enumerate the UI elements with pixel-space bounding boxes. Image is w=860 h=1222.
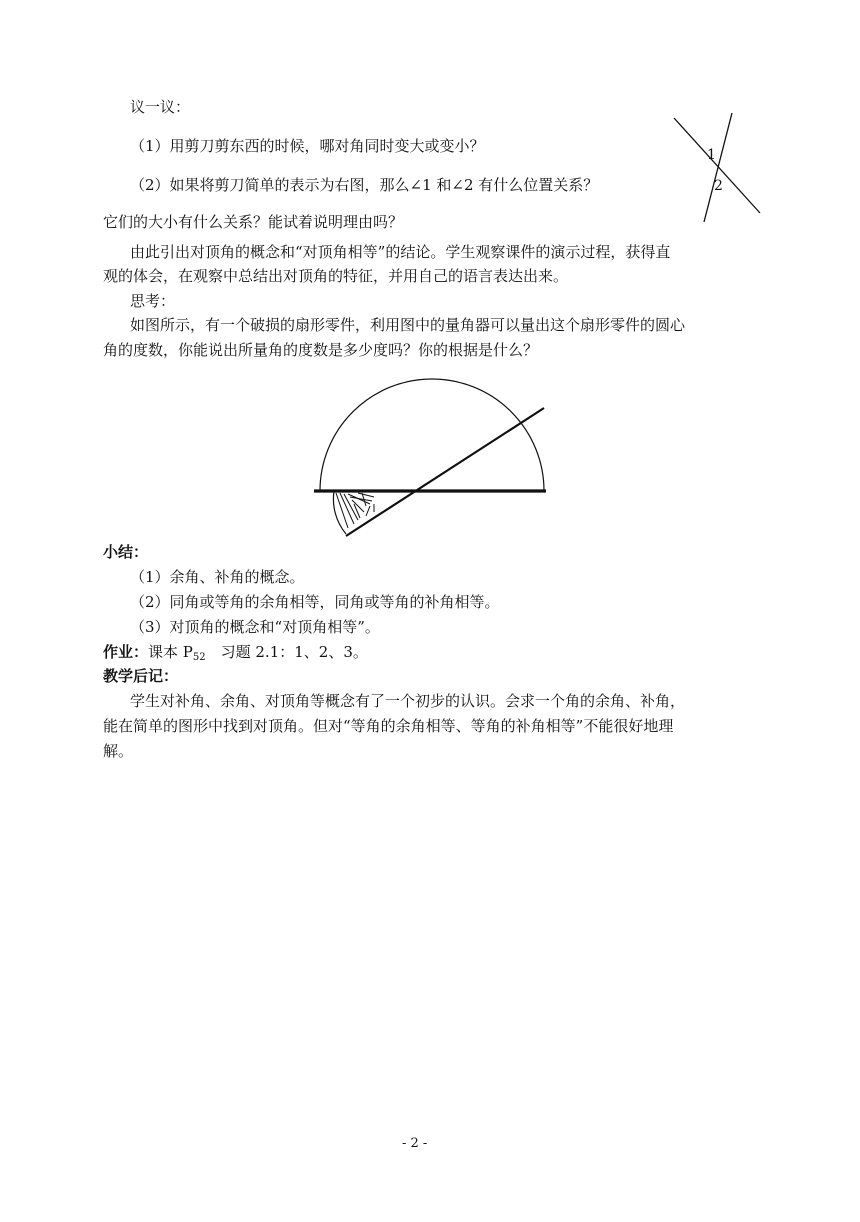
summary-item-3: （3）对顶角的概念和“对顶角相等”。 [130, 618, 380, 636]
discuss-question-1: （1）用剪刀剪东西的时候，哪对角同时变大或变小？ [130, 137, 485, 155]
reflection-line-3: 解。 [103, 742, 134, 760]
protractor-sector-figure [300, 360, 560, 545]
summary-item-2: （2）同角或等角的余角相等，同角或等角的补角相等。 [130, 593, 500, 611]
conclusion-line-1: 由此引出对顶角的概念和“对顶角相等”的结论。学生观察课件的演示过程，获得直 [130, 243, 671, 261]
think-line-1: 如图所示，有一个破损的扇形零件，利用图中的量角器可以量出这个扇形零件的圆心 [130, 316, 686, 334]
reflection-heading: 教学后记： [103, 667, 179, 685]
summary-heading: 小结： [103, 543, 149, 561]
think-heading: 思考： [130, 292, 176, 310]
angle-label-1: 1 [707, 147, 716, 163]
page-number: - 2 - [402, 1136, 428, 1151]
conclusion-line-2: 观的体会，在观察中总结出对顶角的特征，并用自己的语言表达出来。 [103, 267, 569, 285]
angle-label-2: 2 [714, 178, 723, 194]
homework-heading: 作业： [103, 643, 149, 661]
intersecting-lines-figure [668, 110, 768, 230]
homework-text: 课本 P [148, 643, 193, 661]
homework-exercise: 习题 2.1：1、2、3。 [205, 643, 368, 661]
reflection-line-1: 学生对补角、余角、对顶角等概念有了一个初步的认识。会求一个角的余角、补角， [130, 692, 686, 710]
homework-line [103, 641, 368, 663]
summary-item-1: （1）余角、补角的概念。 [130, 568, 305, 586]
discuss-question-2: （2）如果将剪刀简单的表示为右图，那么∠1 和∠2 有什么位置关系？ [130, 176, 599, 194]
reflection-line-2: 能在简单的图形中找到对顶角。但对“等角的余角相等、等角的补角相等”不能很好地理 [103, 717, 674, 735]
homework-page-subscript: 52 [192, 652, 206, 663]
think-line-2: 角的度数，你能说出所量角的度数是多少度吗？你的根据是什么？ [103, 341, 539, 359]
discuss-question-2-continued: 它们的大小有什么关系？能试着说明理由吗？ [103, 213, 404, 231]
discuss-heading: 议一议： [130, 98, 191, 116]
